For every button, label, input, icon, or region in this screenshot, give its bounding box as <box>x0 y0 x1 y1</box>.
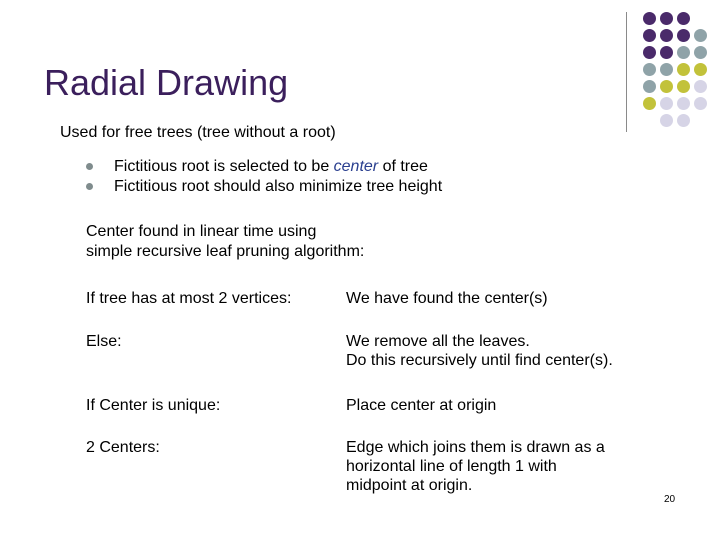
dot-purple <box>660 12 673 25</box>
dot-yellow <box>677 63 690 76</box>
dot-gray <box>660 63 673 76</box>
rule-condition: 2 Centers: <box>86 439 160 456</box>
dot-yellow <box>643 97 656 110</box>
rule-action-line: midpoint at origin. <box>346 477 473 494</box>
rule-action-line: horizontal line of length 1 with <box>346 458 557 475</box>
dot-lavender <box>677 97 690 110</box>
rule-condition: If tree has at most 2 vertices: <box>86 290 292 307</box>
dot-lavender <box>694 80 707 93</box>
dot-lavender <box>694 97 707 110</box>
bullet-text-prefix: Fictitious root is selected to be <box>114 158 334 175</box>
rule-action-line: Place center at origin <box>346 397 497 414</box>
rule-condition: Else: <box>86 333 122 350</box>
bullet-item <box>86 177 442 197</box>
rule-action <box>346 332 613 370</box>
intro-paragraph <box>86 222 364 262</box>
dot-lavender <box>660 114 673 127</box>
rule-action <box>346 396 496 415</box>
rule-action-line: We have found the center(s) <box>346 290 548 307</box>
dot-purple <box>660 46 673 59</box>
bullet-dot-icon <box>86 183 93 190</box>
dot-yellow <box>660 80 673 93</box>
dot-purple <box>643 12 656 25</box>
dot-gray <box>643 80 656 93</box>
rule-action <box>346 438 605 495</box>
dot-purple <box>677 12 690 25</box>
bullet-list <box>86 157 442 197</box>
header-divider <box>626 12 627 132</box>
dot-gray <box>643 63 656 76</box>
dot-lavender <box>677 114 690 127</box>
rule-action-line: We remove all the leaves. <box>346 333 530 350</box>
page-number: 20 <box>664 494 676 505</box>
dot-purple <box>660 29 673 42</box>
bullet-emphasis: center <box>333 158 379 175</box>
rule-action-line: Edge which joins them is drawn as a <box>346 439 605 456</box>
bullet-dot-icon <box>86 163 93 170</box>
bullet-item <box>86 157 442 177</box>
dot-purple <box>643 29 656 42</box>
dot-gray <box>694 46 707 59</box>
rule-condition: If Center is unique: <box>86 397 221 414</box>
dot-lavender <box>660 97 673 110</box>
bullet-text: Fictitious root should also minimize tree height <box>114 178 443 195</box>
dot-yellow <box>677 80 690 93</box>
bullet-text-suffix: of tree <box>378 158 428 175</box>
rule-action <box>346 289 548 308</box>
rule-action-line: Do this recursively until find center(s). <box>346 352 613 369</box>
dot-purple <box>677 29 690 42</box>
slide-title: Radial Drawing <box>44 62 289 103</box>
dot-gray <box>694 29 707 42</box>
dot-purple <box>643 46 656 59</box>
slide-subtitle: Used for free trees (tree without a root) <box>60 124 336 141</box>
paragraph-line: simple recursive leaf pruning algorithm: <box>86 243 365 260</box>
dot-yellow <box>694 63 707 76</box>
paragraph-line: Center found in linear time using <box>86 223 317 240</box>
dot-gray <box>677 46 690 59</box>
